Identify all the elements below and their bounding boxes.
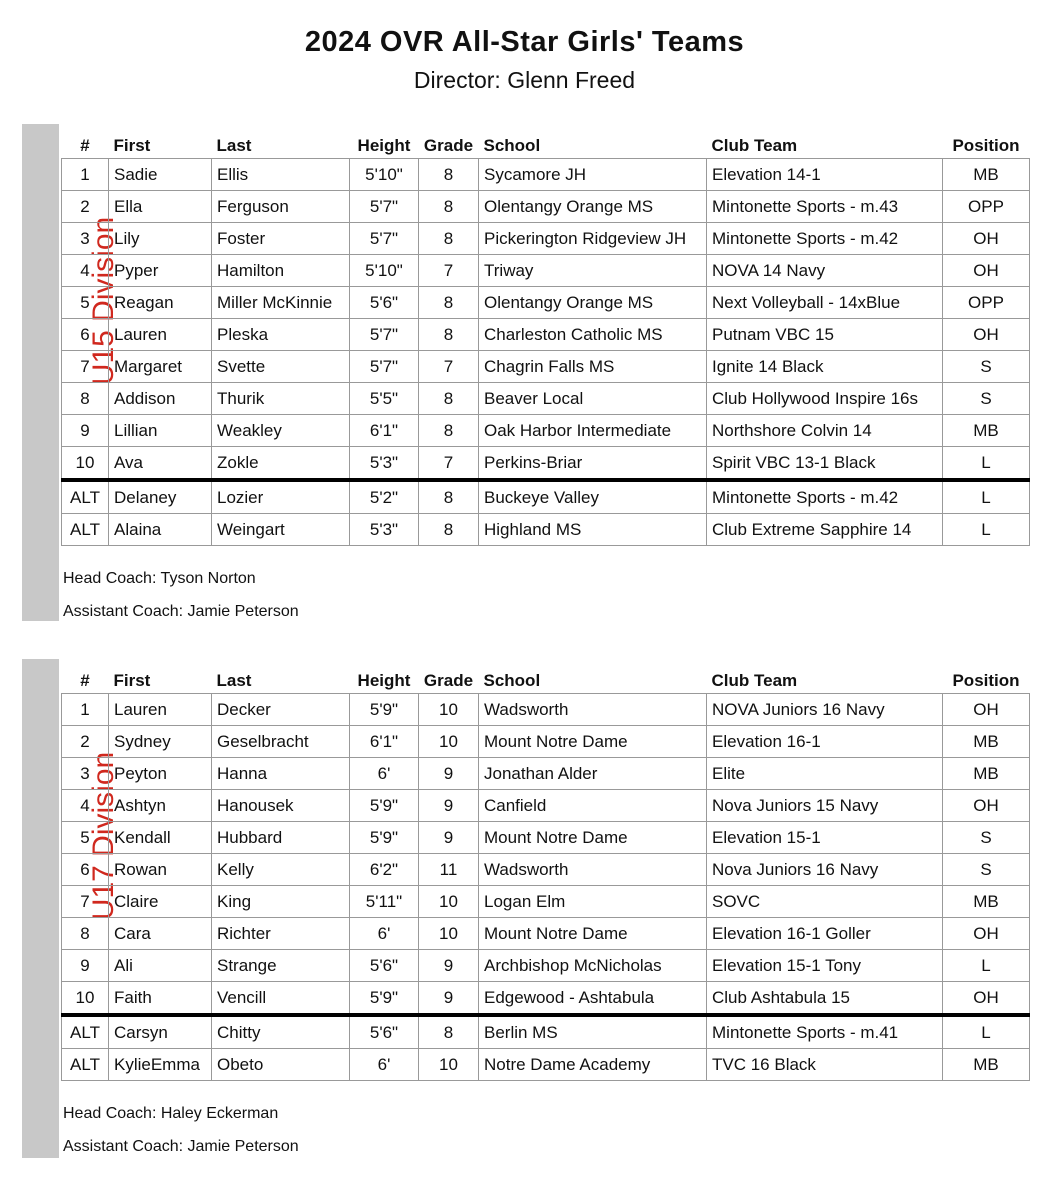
cell-num: 7 [62, 886, 109, 918]
cell-first: Ella [109, 191, 212, 223]
cell-club: Elite [707, 758, 943, 790]
cell-last: Lozier [212, 480, 350, 514]
cell-num: 4 [62, 790, 109, 822]
cell-last: Decker [212, 694, 350, 726]
cell-school: Charleston Catholic MS [479, 319, 707, 351]
cell-grade: 11 [419, 854, 479, 886]
cell-height: 5'10" [350, 159, 419, 191]
cell-position: L [943, 1015, 1030, 1049]
column-header: # [80, 136, 90, 155]
cell-first: Reagan [109, 287, 212, 319]
cell-club: Club Extreme Sapphire 14 [707, 514, 943, 546]
cell-club: NOVA 14 Navy [707, 255, 943, 287]
cell-height: 5'3" [350, 514, 419, 546]
cell-last: Hubbard [212, 822, 350, 854]
cell-last: Svette [212, 351, 350, 383]
table-header-row [62, 134, 1030, 159]
cell-last: Richter [212, 918, 350, 950]
player-row [62, 191, 1030, 223]
cell-school: Mount Notre Dame [479, 822, 707, 854]
roster-table [61, 669, 1030, 1081]
cell-num: 1 [62, 694, 109, 726]
column-header: Grade [423, 136, 474, 155]
column-header: Last [216, 136, 252, 155]
cell-last: Hanousek [212, 790, 350, 822]
column-header: Height [357, 136, 411, 155]
cell-position: S [943, 822, 1030, 854]
column-header: School [483, 671, 541, 690]
cell-height: 6' [350, 758, 419, 790]
cell-grade: 8 [419, 319, 479, 351]
cell-height: 6'2" [350, 854, 419, 886]
cell-num: 5 [62, 287, 109, 319]
cell-grade: 8 [419, 415, 479, 447]
cell-first: Ava [109, 447, 212, 481]
column-header: Position [952, 136, 1020, 155]
cell-position: OH [943, 223, 1030, 255]
player-row [62, 790, 1030, 822]
cell-num: 9 [62, 950, 109, 982]
cell-club: Next Volleyball - 14xBlue [707, 287, 943, 319]
cell-grade: 10 [419, 886, 479, 918]
cell-position: OH [943, 694, 1030, 726]
cell-first: Rowan [109, 854, 212, 886]
cell-height: 5'7" [350, 223, 419, 255]
cell-height: 6' [350, 1049, 419, 1081]
cell-last: Foster [212, 223, 350, 255]
cell-first: Lauren [109, 694, 212, 726]
head-coach: Head Coach: Tyson Norton [63, 570, 256, 587]
cell-club: NOVA Juniors 16 Navy [707, 694, 943, 726]
cell-club: Mintonette Sports - m.42 [707, 223, 943, 255]
cell-height: 6'1" [350, 415, 419, 447]
division-u15 [22, 124, 1032, 621]
cell-school: Mount Notre Dame [479, 726, 707, 758]
cell-grade: 8 [419, 223, 479, 255]
cell-last: Obeto [212, 1049, 350, 1081]
coaches [63, 562, 299, 628]
cell-height: 5'2" [350, 480, 419, 514]
page-title: 2024 OVR All-Star Girls' Teams [304, 26, 745, 58]
cell-last: Weingart [212, 514, 350, 546]
alternate-row [62, 1049, 1030, 1081]
cell-num: ALT [62, 480, 109, 514]
player-row [62, 982, 1030, 1016]
cell-num: 6 [62, 854, 109, 886]
cell-num: ALT [62, 1049, 109, 1081]
cell-club: TVC 16 Black [707, 1049, 943, 1081]
cell-last: Pleska [212, 319, 350, 351]
cell-school: Canfield [479, 790, 707, 822]
cell-position: OH [943, 982, 1030, 1016]
cell-height: 5'3" [350, 447, 419, 481]
cell-club: Nova Juniors 16 Navy [707, 854, 943, 886]
cell-school: Buckeye Valley [479, 480, 707, 514]
cell-school: Mount Notre Dame [479, 918, 707, 950]
cell-club: Spirit VBC 13-1 Black [707, 447, 943, 481]
column-header: Position [952, 671, 1020, 690]
head-coach: Head Coach: Haley Eckerman [63, 1105, 279, 1122]
assistant-coach: Assistant Coach: Jamie Peterson [63, 603, 299, 620]
cell-height: 5'11" [350, 886, 419, 918]
cell-club: Elevation 14-1 [707, 159, 943, 191]
cell-last: Ferguson [212, 191, 350, 223]
cell-grade: 8 [419, 159, 479, 191]
cell-school: Olentangy Orange MS [479, 191, 707, 223]
cell-grade: 9 [419, 758, 479, 790]
cell-grade: 8 [419, 191, 479, 223]
coaches [63, 1097, 299, 1163]
cell-height: 5'7" [350, 191, 419, 223]
cell-num: ALT [62, 1015, 109, 1049]
cell-grade: 10 [419, 1049, 479, 1081]
cell-school: Highland MS [479, 514, 707, 546]
cell-num: 2 [62, 726, 109, 758]
cell-num: 10 [62, 982, 109, 1016]
cell-position: OPP [943, 287, 1030, 319]
cell-last: Miller McKinnie [212, 287, 350, 319]
alternate-row [62, 1015, 1030, 1049]
cell-club: Nova Juniors 15 Navy [707, 790, 943, 822]
column-header: # [80, 671, 90, 690]
cell-school: Pickerington Ridgeview JH [479, 223, 707, 255]
cell-first: Lily [109, 223, 212, 255]
division-u17 [22, 659, 1032, 1158]
cell-grade: 7 [419, 255, 479, 287]
cell-first: Ashtyn [109, 790, 212, 822]
cell-first: Alaina [109, 514, 212, 546]
cell-school: Chagrin Falls MS [479, 351, 707, 383]
cell-school: Oak Harbor Intermediate [479, 415, 707, 447]
cell-first: Ali [109, 950, 212, 982]
cell-school: Logan Elm [479, 886, 707, 918]
cell-school: Archbishop McNicholas [479, 950, 707, 982]
cell-first: Cara [109, 918, 212, 950]
player-row [62, 854, 1030, 886]
cell-num: 3 [62, 223, 109, 255]
cell-first: Faith [109, 982, 212, 1016]
column-header: Height [357, 671, 411, 690]
column-header: Club Team [711, 671, 798, 690]
cell-grade: 8 [419, 480, 479, 514]
cell-position: L [943, 950, 1030, 982]
cell-num: 3 [62, 758, 109, 790]
cell-school: Sycamore JH [479, 159, 707, 191]
cell-club: Northshore Colvin 14 [707, 415, 943, 447]
column-header: Grade [423, 671, 474, 690]
cell-grade: 9 [419, 790, 479, 822]
cell-club: Mintonette Sports - m.43 [707, 191, 943, 223]
cell-position: OH [943, 918, 1030, 950]
cell-height: 5'7" [350, 351, 419, 383]
cell-num: 4 [62, 255, 109, 287]
cell-club: Elevation 15-1 [707, 822, 943, 854]
cell-grade: 10 [419, 726, 479, 758]
cell-last: Ellis [212, 159, 350, 191]
player-row [62, 383, 1030, 415]
player-row [62, 886, 1030, 918]
cell-position: S [943, 383, 1030, 415]
cell-first: Margaret [109, 351, 212, 383]
cell-school: Wadsworth [479, 854, 707, 886]
column-header: First [113, 671, 151, 690]
cell-height: 5'9" [350, 694, 419, 726]
cell-club: Ignite 14 Black [707, 351, 943, 383]
cell-first: Lillian [109, 415, 212, 447]
cell-grade: 8 [419, 1015, 479, 1049]
cell-height: 5'5" [350, 383, 419, 415]
player-row [62, 287, 1030, 319]
cell-grade: 9 [419, 982, 479, 1016]
cell-grade: 8 [419, 287, 479, 319]
cell-school: Triway [479, 255, 707, 287]
cell-club: Mintonette Sports - m.42 [707, 480, 943, 514]
cell-club: Mintonette Sports - m.41 [707, 1015, 943, 1049]
cell-height: 5'6" [350, 1015, 419, 1049]
cell-first: Sadie [109, 159, 212, 191]
cell-height: 5'9" [350, 982, 419, 1016]
cell-grade: 10 [419, 918, 479, 950]
player-row [62, 415, 1030, 447]
cell-first: Sydney [109, 726, 212, 758]
cell-last: Strange [212, 950, 350, 982]
cell-school: Wadsworth [479, 694, 707, 726]
cell-grade: 8 [419, 514, 479, 546]
cell-num: 10 [62, 447, 109, 481]
cell-num: 1 [62, 159, 109, 191]
column-header: First [113, 136, 151, 155]
cell-grade: 10 [419, 694, 479, 726]
cell-first: Lauren [109, 319, 212, 351]
cell-height: 5'6" [350, 287, 419, 319]
division-label: U17 Division [87, 751, 121, 921]
cell-grade: 7 [419, 447, 479, 481]
cell-num: 6 [62, 319, 109, 351]
cell-first: Peyton [109, 758, 212, 790]
cell-last: Weakley [212, 415, 350, 447]
cell-first: Kendall [109, 822, 212, 854]
column-header: School [483, 136, 541, 155]
cell-position: S [943, 854, 1030, 886]
cell-position: L [943, 447, 1030, 481]
cell-height: 6' [350, 918, 419, 950]
cell-position: S [943, 351, 1030, 383]
cell-position: MB [943, 159, 1030, 191]
cell-num: 7 [62, 351, 109, 383]
cell-club: Elevation 15-1 Tony [707, 950, 943, 982]
player-row [62, 447, 1030, 481]
alternate-row [62, 514, 1030, 546]
cell-position: OH [943, 790, 1030, 822]
cell-height: 5'6" [350, 950, 419, 982]
cell-first: KylieEmma [109, 1049, 212, 1081]
cell-school: Beaver Local [479, 383, 707, 415]
cell-position: L [943, 480, 1030, 514]
cell-num: 5 [62, 822, 109, 854]
player-row [62, 726, 1030, 758]
division-label: U15 Division [87, 216, 121, 386]
table-header-row [62, 669, 1030, 694]
cell-school: Edgewood - Ashtabula [479, 982, 707, 1016]
cell-position: OH [943, 319, 1030, 351]
player-row [62, 319, 1030, 351]
roster-table [61, 134, 1030, 546]
cell-school: Perkins-Briar [479, 447, 707, 481]
director-line: Director: Glenn Freed [413, 67, 636, 93]
column-header: Club Team [711, 136, 798, 155]
cell-last: Chitty [212, 1015, 350, 1049]
cell-position: MB [943, 1049, 1030, 1081]
cell-num: ALT [62, 514, 109, 546]
player-row [62, 950, 1030, 982]
cell-last: Thurik [212, 383, 350, 415]
cell-last: Vencill [212, 982, 350, 1016]
player-row [62, 918, 1030, 950]
player-row [62, 822, 1030, 854]
alternate-row [62, 480, 1030, 514]
cell-club: Elevation 16-1 Goller [707, 918, 943, 950]
cell-position: MB [943, 758, 1030, 790]
player-row [62, 758, 1030, 790]
cell-grade: 9 [419, 950, 479, 982]
cell-club: SOVC [707, 886, 943, 918]
cell-grade: 9 [419, 822, 479, 854]
cell-first: Pyper [109, 255, 212, 287]
cell-height: 5'7" [350, 319, 419, 351]
cell-last: Geselbracht [212, 726, 350, 758]
player-row [62, 223, 1030, 255]
cell-first: Carsyn [109, 1015, 212, 1049]
cell-num: 8 [62, 918, 109, 950]
player-row [62, 351, 1030, 383]
cell-position: OPP [943, 191, 1030, 223]
cell-last: Zokle [212, 447, 350, 481]
player-row [62, 694, 1030, 726]
cell-last: Hanna [212, 758, 350, 790]
cell-last: King [212, 886, 350, 918]
cell-school: Olentangy Orange MS [479, 287, 707, 319]
cell-first: Delaney [109, 480, 212, 514]
cell-grade: 7 [419, 351, 479, 383]
cell-last: Hamilton [212, 255, 350, 287]
cell-school: Jonathan Alder [479, 758, 707, 790]
column-header: Last [216, 671, 252, 690]
cell-position: MB [943, 726, 1030, 758]
assistant-coach: Assistant Coach: Jamie Peterson [63, 1138, 299, 1155]
cell-school: Notre Dame Academy [479, 1049, 707, 1081]
cell-last: Kelly [212, 854, 350, 886]
cell-club: Club Ashtabula 15 [707, 982, 943, 1016]
cell-height: 5'9" [350, 822, 419, 854]
cell-club: Club Hollywood Inspire 16s [707, 383, 943, 415]
cell-num: 9 [62, 415, 109, 447]
cell-first: Addison [109, 383, 212, 415]
cell-position: MB [943, 886, 1030, 918]
cell-height: 5'9" [350, 790, 419, 822]
cell-position: MB [943, 415, 1030, 447]
cell-club: Putnam VBC 15 [707, 319, 943, 351]
cell-first: Claire [109, 886, 212, 918]
player-row [62, 159, 1030, 191]
cell-position: OH [943, 255, 1030, 287]
cell-num: 8 [62, 383, 109, 415]
cell-school: Berlin MS [479, 1015, 707, 1049]
player-row [62, 255, 1030, 287]
cell-height: 5'10" [350, 255, 419, 287]
cell-num: 2 [62, 191, 109, 223]
cell-position: L [943, 514, 1030, 546]
cell-grade: 8 [419, 383, 479, 415]
cell-club: Elevation 16-1 [707, 726, 943, 758]
cell-height: 6'1" [350, 726, 419, 758]
